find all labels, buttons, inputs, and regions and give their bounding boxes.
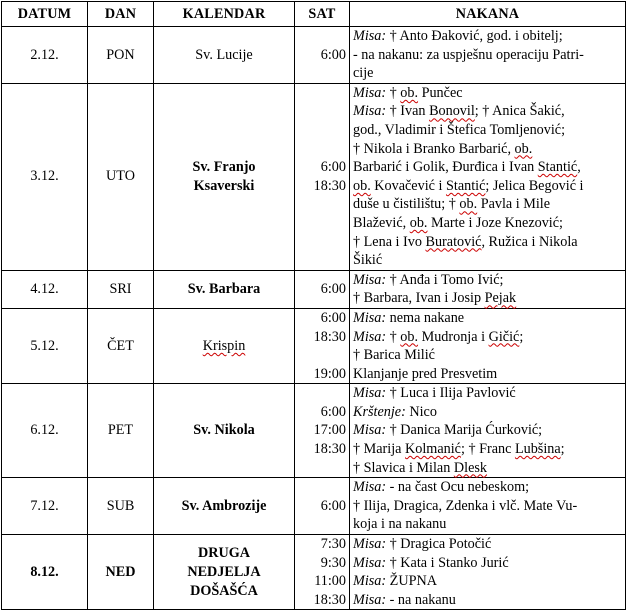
intention-cell — [350, 308, 626, 383]
intention-cell — [350, 535, 626, 610]
intention-cell — [350, 384, 626, 478]
time-cell — [295, 308, 350, 383]
intention-line: † Nikola i Branko Barbarić, ob. — [353, 140, 533, 157]
time-value: 18:30 — [313, 591, 346, 608]
time-value: 18:30 — [313, 177, 346, 194]
header-row — [2, 2, 626, 27]
intention-line: † Barica Milić — [353, 347, 435, 364]
intention-cell — [350, 27, 626, 84]
time-cell — [295, 478, 350, 535]
intention-line: † Marija Kolmanić; † Franc Lubšina; — [353, 441, 565, 458]
header-sat: SAT — [295, 2, 350, 27]
day-cell: UTO — [88, 83, 154, 270]
time-value: 11:00 — [314, 573, 346, 590]
table-row — [2, 308, 626, 383]
calendar-cell: Sv. Barbara — [154, 270, 295, 308]
intention-line: Klanjanje pred Presvetim — [353, 365, 498, 382]
intention-line: Misa: † ob. Mudronja i Gičić; — [353, 328, 524, 345]
schedule-table — [1, 1, 626, 610]
time-value: 6:00 — [320, 159, 346, 176]
intention-line: Misa: † Dragica Potočić — [353, 536, 492, 553]
day-cell: NED — [88, 535, 154, 610]
intention-cell — [350, 83, 626, 270]
date-cell: 5.12. — [2, 308, 88, 383]
intention-line: Misa: nema nakane — [353, 309, 465, 326]
intention-line: Krštenje: Nico — [353, 403, 437, 420]
intention-cell — [350, 478, 626, 535]
intention-line: † Ilija, Dragica, Zdenka i vlč. Mate Vu- — [353, 497, 578, 514]
header-kalendar: KALENDAR — [154, 2, 295, 27]
date-cell: 3.12. — [2, 83, 88, 270]
table-row — [2, 270, 626, 308]
intention-line: god., Vladimir i Štefica Tomljenović; — [353, 121, 566, 138]
time-value: 6:00 — [320, 46, 346, 63]
intention-line: Misa: - na nakanu — [353, 591, 456, 608]
date-cell: 6.12. — [2, 384, 88, 478]
intention-line: Misa: † ob. Punčec — [353, 84, 463, 101]
table-row — [2, 535, 626, 610]
header-nakana: NAKANA — [350, 2, 626, 27]
day-cell: PET — [88, 384, 154, 478]
time-value: 6:00 — [320, 403, 346, 420]
intention-line: Misa: † Kata i Stanko Jurić — [353, 554, 509, 571]
time-value: 9:30 — [320, 554, 346, 571]
time-cell — [295, 27, 350, 84]
intention-line: duše u čistilištu; † ob. Pavla i Mile — [353, 196, 551, 213]
time-cell — [295, 83, 350, 270]
time-value: 19:00 — [313, 365, 346, 382]
calendar-cell: Sv. Franjo Ksaverski — [154, 83, 295, 270]
intention-line: Misa: † Luca i Ilija Pavlović — [353, 385, 516, 402]
intention-line: Misa: † Ivan Bonovil; † Anica Šakić, — [353, 103, 565, 120]
intention-line: Misa: ŽUPNA — [353, 573, 437, 590]
day-cell: PON — [88, 27, 154, 84]
calendar-cell: Sv. Ambrozije — [154, 478, 295, 535]
intention-line: † Barbara, Ivan i Josip Pejak — [353, 290, 517, 307]
date-cell: 8.12. — [2, 535, 88, 610]
calendar-cell: Sv. Nikola — [154, 384, 295, 478]
header-dan: DAN — [88, 2, 154, 27]
calendar-cell: DRUGA NEDJELJA DOŠAŠĆA — [154, 535, 295, 610]
time-value: 6:00 — [320, 309, 346, 326]
time-value: 18:30 — [313, 328, 346, 345]
intention-line: - na nakanu: za uspješnu operaciju Patri- — [353, 46, 584, 63]
day-cell: SRI — [88, 270, 154, 308]
time-value: 6:00 — [320, 281, 346, 298]
time-value: 18:30 — [313, 441, 346, 458]
intention-line: Misa: † Anđa i Tomo Ivić; — [353, 271, 504, 288]
time-cell — [295, 384, 350, 478]
time-value: 17:00 — [313, 422, 346, 439]
intention-line: † Slavica i Milan Dlesk — [353, 459, 487, 476]
intention-line: † Lena i Ivo Buratović, Ružica i Nikola — [353, 233, 578, 250]
time-cell — [295, 535, 350, 610]
header-datum: DATUM — [2, 2, 88, 27]
intention-line: cije — [353, 65, 374, 82]
calendar-cell: Krispin — [154, 308, 295, 383]
intention-line: Blažević, ob. Marte i Joze Knezović; — [353, 214, 563, 231]
table-row — [2, 478, 626, 535]
time-value: 6:00 — [320, 497, 346, 514]
date-cell: 4.12. — [2, 270, 88, 308]
intention-line: Šikić — [353, 252, 383, 269]
table-row — [2, 83, 626, 270]
intention-cell — [350, 270, 626, 308]
time-cell — [295, 270, 350, 308]
intention-line: Misa: † Anto Đaković, god. i obitelj; — [353, 28, 563, 44]
intention-line: Misa: † Danica Marija Ćurković; — [353, 422, 543, 439]
intention-line: ob. Kovačević i Stantić; Jelica Begović i — [353, 177, 584, 194]
time-value: 7:30 — [320, 536, 346, 553]
day-cell: ČET — [88, 308, 154, 383]
table-row — [2, 27, 626, 84]
intention-line: Misa: - na čast Ocu nebeskom; — [353, 479, 530, 496]
date-cell: 7.12. — [2, 478, 88, 535]
date-cell: 2.12. — [2, 27, 88, 84]
table-row — [2, 384, 626, 478]
intention-line: koja i na nakanu — [353, 516, 447, 533]
day-cell: SUB — [88, 478, 154, 535]
intention-line: Barbarić i Golik, Đurđica i Ivan Stantić, — [353, 159, 581, 176]
calendar-cell: Sv. Lucije — [154, 27, 295, 84]
